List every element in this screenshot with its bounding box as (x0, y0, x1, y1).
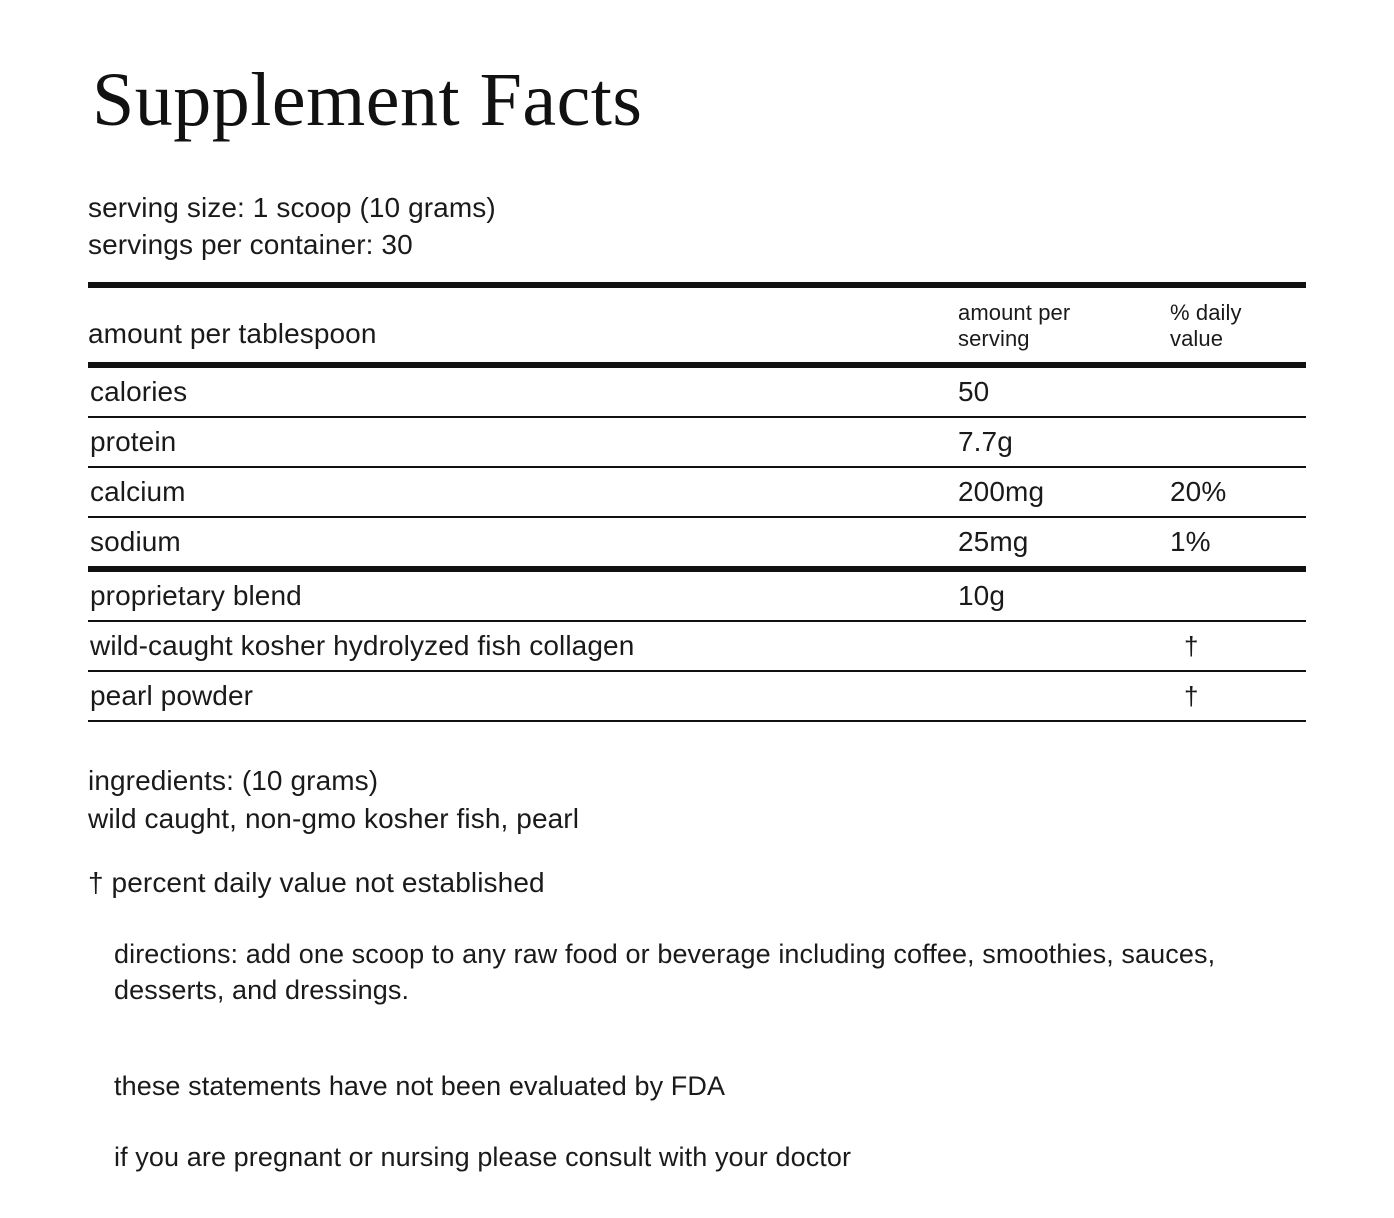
servings-per-container-line: servings per container: 30 (88, 228, 413, 260)
row-daily-value (1170, 569, 1306, 621)
header-amount-per-serving (958, 285, 1170, 365)
row-amount (958, 671, 1170, 721)
header-dv-line2: value (1170, 325, 1224, 351)
header-amount-line2: serving (958, 325, 1030, 351)
header-daily-value (1170, 285, 1306, 365)
serving-size-line: serving size: 1 scoop (10 grams) (88, 192, 496, 223)
row-label: pearl powder (88, 671, 958, 721)
row-daily-value: 1% (1170, 517, 1306, 569)
table-row-blend (88, 569, 1306, 621)
row-label: proprietary blend (88, 569, 958, 621)
ingredients-block (88, 762, 1306, 838)
row-amount: 25mg (958, 517, 1170, 569)
row-daily-value (1170, 417, 1306, 467)
header-dv-line1: % daily (1170, 299, 1242, 325)
table-row-blend-item (88, 621, 1306, 671)
row-daily-value (1170, 621, 1306, 671)
row-daily-value: 20% (1170, 467, 1306, 517)
table-row (88, 417, 1306, 467)
table-row (88, 517, 1306, 569)
ingredients-heading: ingredients: (10 grams) (88, 764, 379, 796)
row-label: sodium (88, 517, 958, 569)
dagger-symbol: † (1184, 680, 1199, 711)
row-daily-value (1170, 365, 1306, 417)
row-label: calcium (88, 467, 958, 517)
directions-text: directions: add one scoop to any raw food or beverage including coffee, smoothies, sauces, desserts, and dressings. (114, 939, 1216, 1006)
table-header-row (88, 285, 1306, 365)
header-amount-per-tablespoon: amount per tablespoon (88, 285, 958, 365)
row-label: calories (88, 365, 958, 417)
row-amount: 7.7g (958, 417, 1170, 467)
table-bottom-rule-row (88, 721, 1306, 722)
row-amount: 50 (958, 365, 1170, 417)
row-label: protein (88, 417, 958, 467)
row-amount: 200mg (958, 467, 1170, 517)
page-title: Supplement Facts (92, 58, 643, 142)
nutrition-table (88, 282, 1306, 722)
row-daily-value (1170, 671, 1306, 721)
ingredients-list: wild caught, non-gmo kosher fish, pearl (88, 802, 580, 834)
table-row (88, 467, 1306, 517)
row-label: wild-caught kosher hydrolyzed fish collagen (88, 621, 958, 671)
pregnancy-statement: if you are pregnant or nursing please consult with your doctor (114, 1141, 852, 1172)
fda-statement: these statements have not been evaluated by FDA (114, 1070, 726, 1101)
table-row (88, 365, 1306, 417)
daily-value-footnote: † percent daily value not established (88, 867, 545, 899)
header-amount-line1: amount per (958, 299, 1071, 325)
row-amount: 10g (958, 569, 1170, 621)
serving-info (88, 190, 1306, 264)
dagger-symbol: † (1184, 630, 1199, 661)
table-row-blend-item (88, 671, 1306, 721)
row-amount (958, 621, 1170, 671)
